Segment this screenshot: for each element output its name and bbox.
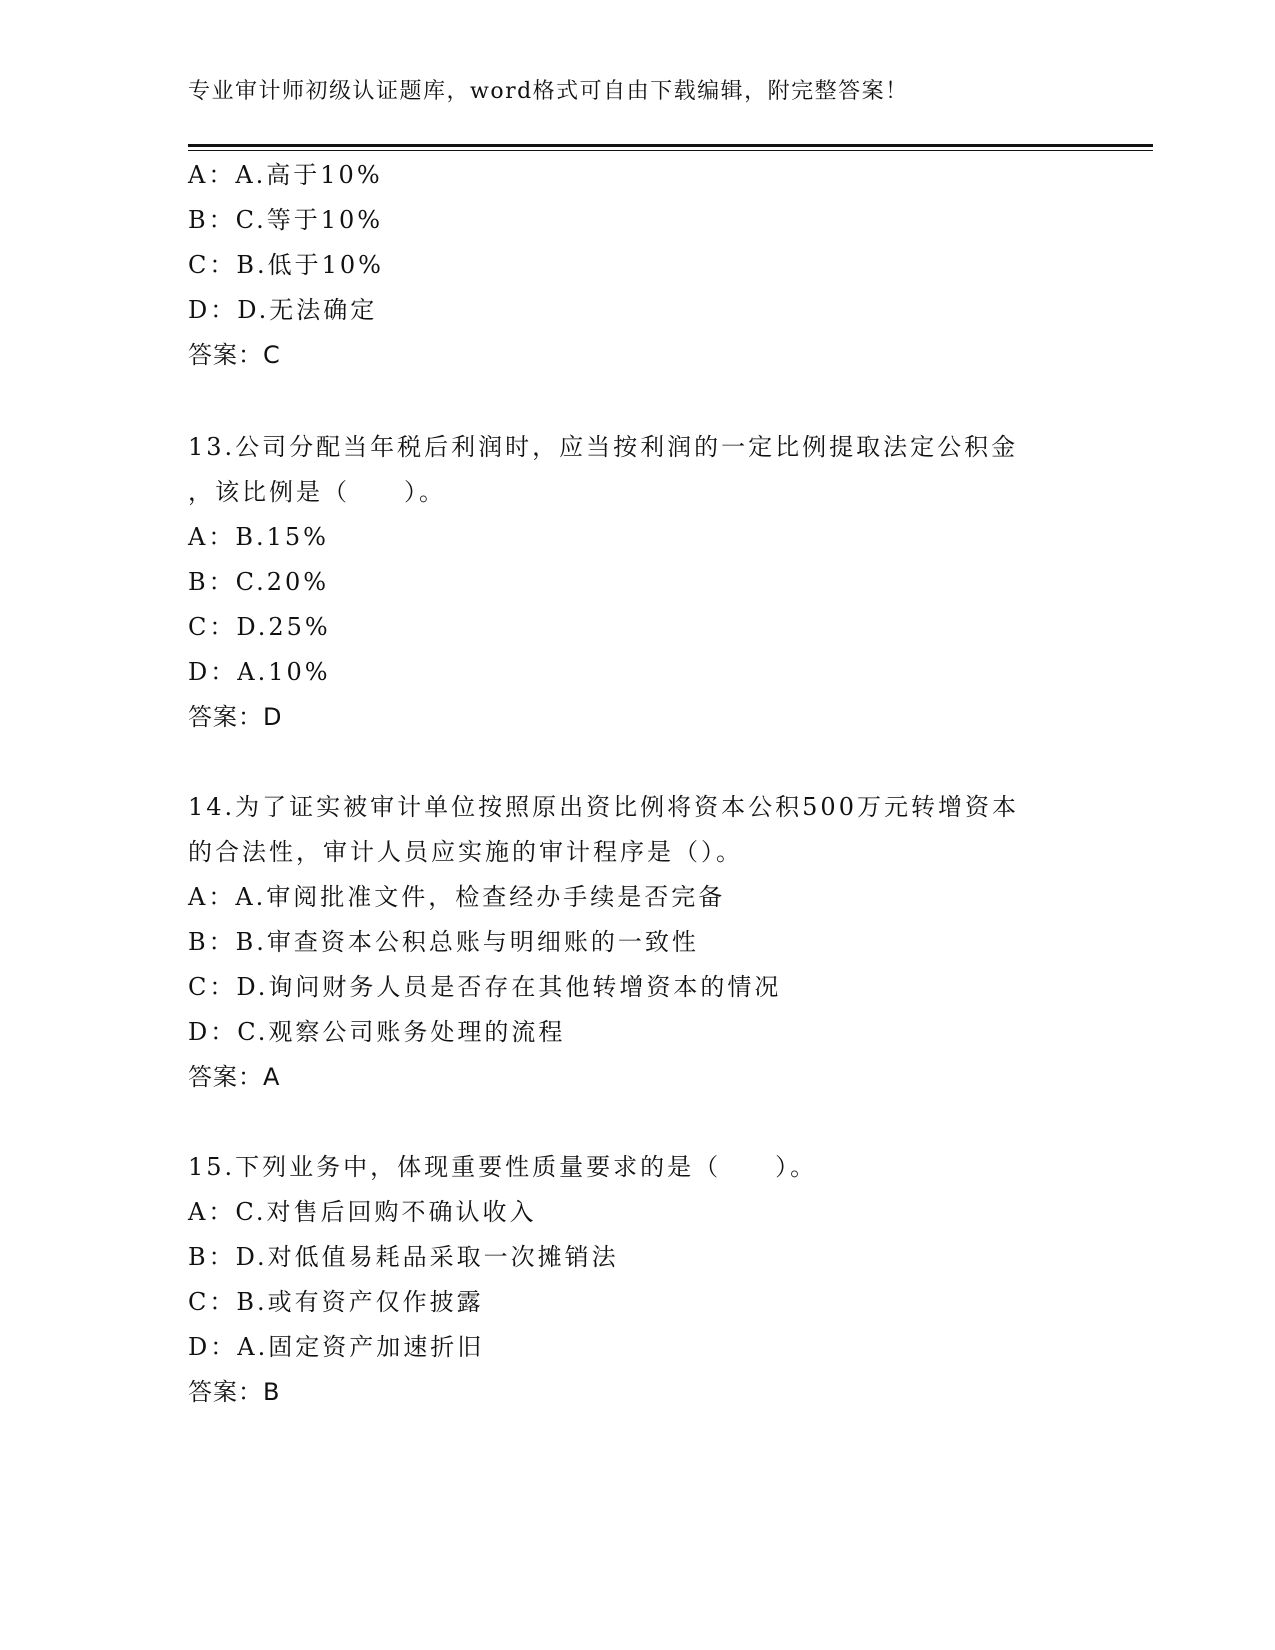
q12-option-b: B：C.等于10%: [188, 206, 384, 234]
q14-option-c: C：D.询问财务人员是否存在其他转增资本的情况: [188, 973, 782, 1001]
q12-option-a: A：A.高于10%: [188, 161, 383, 189]
q14-option-b: B：B.审查资本公积总账与明细账的一致性: [188, 928, 699, 956]
q12-option-d: D：D.无法确定: [188, 296, 378, 324]
page-header: 专业审计师初级认证题库，word格式可自由下载编辑，附完整答案！: [188, 79, 909, 104]
q15-option-d: D：A.固定资产加速折旧: [188, 1333, 485, 1361]
q13-option-c: C：D.25%: [188, 613, 331, 641]
q14-answer: 答案：A: [188, 1063, 281, 1091]
q14-stem-line-1: 14.为了证实被审计单位按照原出资比例将资本公积500万元转增资本: [188, 793, 1019, 821]
q13-answer: 答案：D: [188, 703, 283, 731]
header-divider: [188, 144, 1153, 147]
q13-stem-line-1: 13.公司分配当年税后利润时，应当按利润的一定比例提取法定公积金: [188, 433, 1019, 461]
q14-stem-line-2: 的合法性，审计人员应实施的审计程序是（）。: [188, 838, 743, 866]
q13-option-a: A：B.15%: [188, 523, 329, 551]
q14-option-a: A：A.审阅批准文件，检查经办手续是否完备: [188, 883, 726, 911]
q15-option-c: C：B.或有资产仅作披露: [188, 1288, 484, 1316]
q15-option-a: A：C.对售后回购不确认收入: [188, 1198, 537, 1226]
q15-stem-line-1: 15.下列业务中，体现重要性质量要求的是（ ）。: [188, 1153, 818, 1181]
header-divider-thin: [188, 150, 1153, 151]
q14-option-d: D：C.观察公司账务处理的流程: [188, 1018, 566, 1046]
q12-option-c: C：B.低于10%: [188, 251, 384, 279]
q13-option-b: B：C.20%: [188, 568, 330, 596]
q12-answer: 答案：C: [188, 341, 281, 369]
q15-answer: 答案：B: [188, 1378, 281, 1406]
q13-stem-line-2: ，该比例是（ ）。: [188, 478, 446, 506]
q15-option-b: B：D.对低值易耗品采取一次摊销法: [188, 1243, 619, 1271]
q13-option-d: D：A.10%: [188, 658, 331, 686]
